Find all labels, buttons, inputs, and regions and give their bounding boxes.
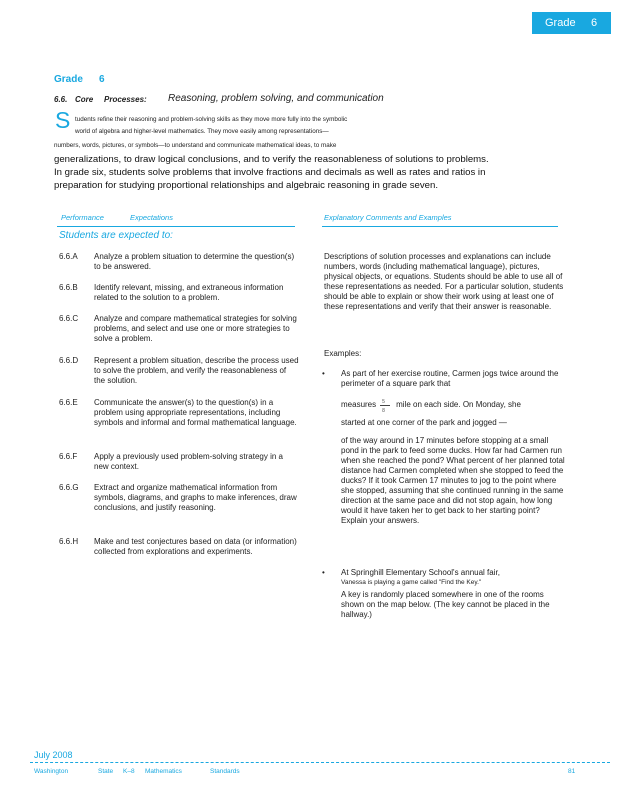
intro-line: In grade six, students solve problems that involve fractions and decimals as well as rates and ratios in — [54, 167, 486, 178]
intro-line: preparation for studying proportional relationships and algebraic reasoning in grade seven. — [54, 180, 438, 191]
expectation-text: Make and test conjectures based on data (or information) collected from explorations and experiments. — [94, 537, 297, 556]
right-column-rule — [322, 226, 558, 227]
example-1-text: As part of her exercise routine, Carmen jogs twice around the perimeter of a square park that — [341, 369, 559, 388]
footer-word: Mathematics — [145, 768, 182, 775]
grade-number: 6 — [99, 74, 105, 85]
expectation-code: 6.6.G — [59, 483, 79, 492]
footer-word: Washington — [34, 768, 69, 775]
expectation-text: Represent a problem situation, describe the process used to solve the problem, and verify the reasonableness of the solution. — [94, 356, 299, 385]
intro-line: generalizations, to draw logical conclusions, and to verify the reasonableness of solutions to problems. — [54, 154, 489, 165]
core-number: 6.6. — [54, 95, 68, 104]
expectation-code: 6.6.D — [59, 356, 79, 365]
example-1-start-line: started at one corner of the park and jogged — — [341, 418, 507, 427]
bullet: • — [322, 369, 325, 378]
example-2-line-1: At Springhill Elementary School's annual fair, — [341, 568, 500, 577]
expectation-text: Identify relevant, missing, and extraneous information related to the solution to a problem. — [94, 283, 284, 302]
expectation-text: Apply a previously used problem-solving strategy in a new context. — [94, 452, 283, 471]
column-head-comments: Explanatory Comments and Examples — [324, 213, 452, 222]
intro-small-line: world of algebra and higher-level mathematics. They move easily among representations— — [75, 128, 329, 135]
column-head-performance: Performance — [61, 213, 104, 222]
footer-word: Standards — [210, 768, 240, 775]
example-1-question: of the way around in 17 minutes before stopping at a small pond in the park to feed some ducks. How far had Carmen run when she reached the pond? What percent of her planned total distance had Carmen completed when she stopped to feed the ducks? If it took Carmen 17 minutes to jog to the point where she stopped, assuming that she continued running in the same direction at the same pace and did not stop again, how long would it have taken her to get back to her starting point? Explain your answers. — [341, 436, 565, 525]
grade-tab — [532, 12, 611, 34]
drop-cap: S — [55, 107, 71, 133]
example-2-line-2: Vanessa is playing a game called "Find the Key." — [341, 579, 482, 586]
example-1-measure-line — [341, 398, 566, 412]
footer-word: K–8 — [123, 768, 135, 775]
grade-label: Grade — [54, 74, 83, 85]
intro-small-line: tudents refine their reasoning and problem-solving skills as they move more fully into the symbolic — [75, 116, 348, 123]
page-number: 81 — [568, 768, 576, 775]
bullet: • — [322, 568, 325, 577]
footer-date: July 2008 — [34, 750, 73, 760]
left-column-rule — [57, 226, 295, 227]
expectation-code: 6.6.E — [59, 398, 78, 407]
footer-word: State — [98, 768, 114, 775]
expected-heading: Students are expected to: — [59, 230, 173, 241]
expectation-code: 6.6.B — [59, 283, 78, 292]
tab-grade-label: Grade — [545, 17, 576, 29]
footer-rule — [30, 762, 610, 763]
expectation-code: 6.6.F — [59, 452, 78, 461]
expectation-code: 6.6.A — [59, 252, 78, 261]
core-title: Reasoning, problem solving, and communication — [168, 93, 384, 104]
expectation-text: Analyze and compare mathematical strategies for solving problems, and select and use one or more strategies to solve a problem. — [94, 314, 297, 343]
example-2-text: A key is randomly placed somewhere in one of the rooms shown on the map below. (The key cannot be placed in the hallway.) — [341, 590, 550, 619]
fraction-denominator: 8 — [382, 408, 385, 414]
fraction — [380, 398, 390, 412]
comments-intro: Descriptions of solution processes and explanations can include numbers, words (including mathematical language), pictures, physical objects, or equations. Students should be able to use all of these representations as needed. For a particular solution, students should be able to explain or show their work using at least one of these representations and verify that their answer is reasonable. — [324, 252, 564, 311]
core-label: Core — [75, 95, 94, 104]
examples-label: Examples: — [324, 349, 362, 358]
expectation-text: Extract and organize mathematical information from symbols, diagrams, and graphs to make inferences, draw conclusions, and justify reasoning. — [94, 483, 297, 512]
tab-grade-number: 6 — [591, 17, 598, 29]
fraction-numerator: 5 — [382, 399, 385, 405]
core-label-2: Processes: — [104, 95, 147, 104]
expectation-text: Analyze a problem situation to determine the question(s) to be answered. — [94, 252, 295, 271]
expectation-code: 6.6.H — [59, 537, 79, 546]
intro-small-line: numbers, words, pictures, or symbols—to understand and communicate mathematical ideas, to make — [54, 142, 337, 149]
expectation-text: Communicate the answer(s) to the question(s) in a problem using appropriate representations, including symbols and informal and formal mathematical language. — [94, 398, 297, 427]
mile-text: mile on each side. On Monday, she — [396, 400, 521, 410]
measures-word: measures — [341, 400, 377, 410]
expectation-code: 6.6.C — [59, 314, 79, 323]
column-head-expectations: Expectations — [130, 213, 173, 222]
